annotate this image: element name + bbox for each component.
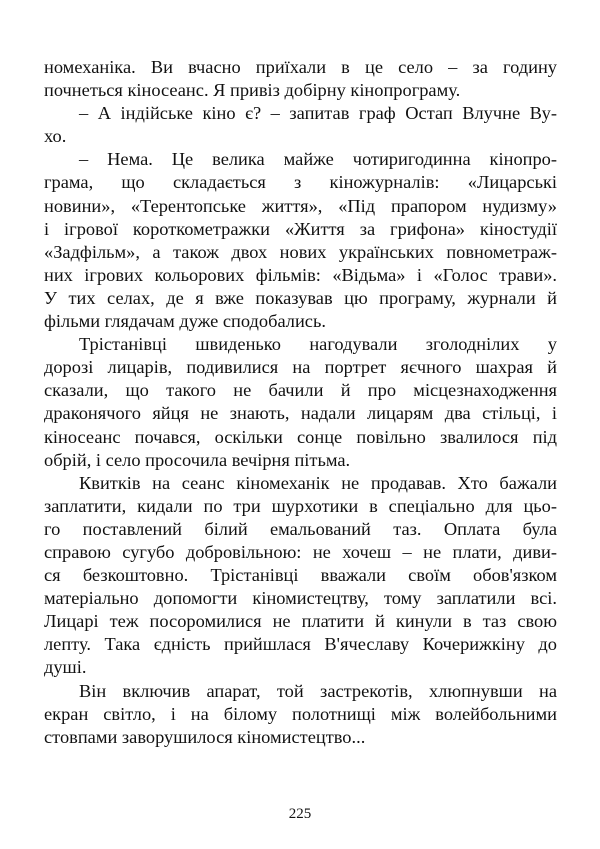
text-line: хо. xyxy=(44,126,67,147)
text-line: заплатити, кидали по три шурхотики в спеціально для цьо- xyxy=(44,495,557,516)
page-number: 225 xyxy=(288,806,312,822)
text-line: екран світло, і на білому полотнищі між волейбольними xyxy=(44,703,557,724)
page-body xyxy=(44,56,557,749)
paragraph xyxy=(44,472,557,680)
text-line: Квитків на сеанс кіномеханік не продавав. Хто бажали xyxy=(79,472,557,493)
text-line: почнеться кіносеанс. Я привіз добірну кінопрограму. xyxy=(44,80,461,101)
paragraph xyxy=(44,148,557,333)
text-line: Лицарі теж посоромилися не платити й кинули в таз свою xyxy=(44,611,557,632)
text-line: сказали, що такого не бачили й про місцезнаходження xyxy=(44,380,557,401)
text-line: лепту. Така єдність прийшлася В'ячеславу Кочерижкіну до xyxy=(44,634,557,655)
text-line: дорозі лицарів, подивилися на портрет яєчного шахрая й xyxy=(44,357,557,378)
text-line: ся безкоштовно. Трістанівці вважали своїм обов'язком xyxy=(44,565,557,586)
text-line: номеханіка. Ви вчасно приїхали в це село – за годину xyxy=(44,57,557,77)
paragraph xyxy=(44,56,557,102)
text-line: обрій, і село просочила вечірня пітьма. xyxy=(44,449,351,470)
text-line: душі. xyxy=(44,657,87,678)
text-line: драконячого яйця не знають, надали лицарям два стільці, і xyxy=(44,403,557,424)
text-line: – А індійське кіно є? – запитав граф Остап Влучне Ву- xyxy=(79,103,557,124)
text-line: – Нема. Це велика майже чотиригодинна кінопро- xyxy=(79,149,557,170)
text-line: них ігрових кольорових фільмів: «Відьма» і «Голос трави». xyxy=(44,264,557,285)
text-line: грама, що складається з кіножурналів: «Лицарські xyxy=(44,172,557,193)
text-line: матеріально допомогти кіномистецтву, тому заплатили всі. xyxy=(44,588,557,609)
text-line: го поставлений білий емальований таз. Оплата була xyxy=(44,518,557,539)
text-line: новини», «Терентопське життя», «Під прапором нудизму» xyxy=(44,195,557,216)
text-line: і ігрової короткометражки «Життя за грифона» кіностудії xyxy=(44,218,557,239)
text-line: «Задфільм», а також двох нових українських повнометраж- xyxy=(44,241,557,262)
text-line: справою сугубо добровільною: не хочеш – не плати, диви- xyxy=(44,541,557,562)
text-line: стовпами заворушилося кіномистецтво... xyxy=(44,726,366,747)
text-line: фільми глядачам дуже сподобались. xyxy=(44,311,326,332)
text-line: кіносеанс почався, оскільки сонце повільно звалилося під xyxy=(44,426,557,447)
paragraph xyxy=(44,102,557,148)
text-line: Трістанівці швиденько нагодували зголоднілих у xyxy=(79,334,557,355)
paragraph xyxy=(44,333,557,472)
text-line: Він включив апарат, той застрекотів, хлюпнувши на xyxy=(79,680,557,701)
paragraph xyxy=(44,680,557,749)
text-line: У тих селах, де я вже показував цю програму, журнали й xyxy=(44,287,557,308)
